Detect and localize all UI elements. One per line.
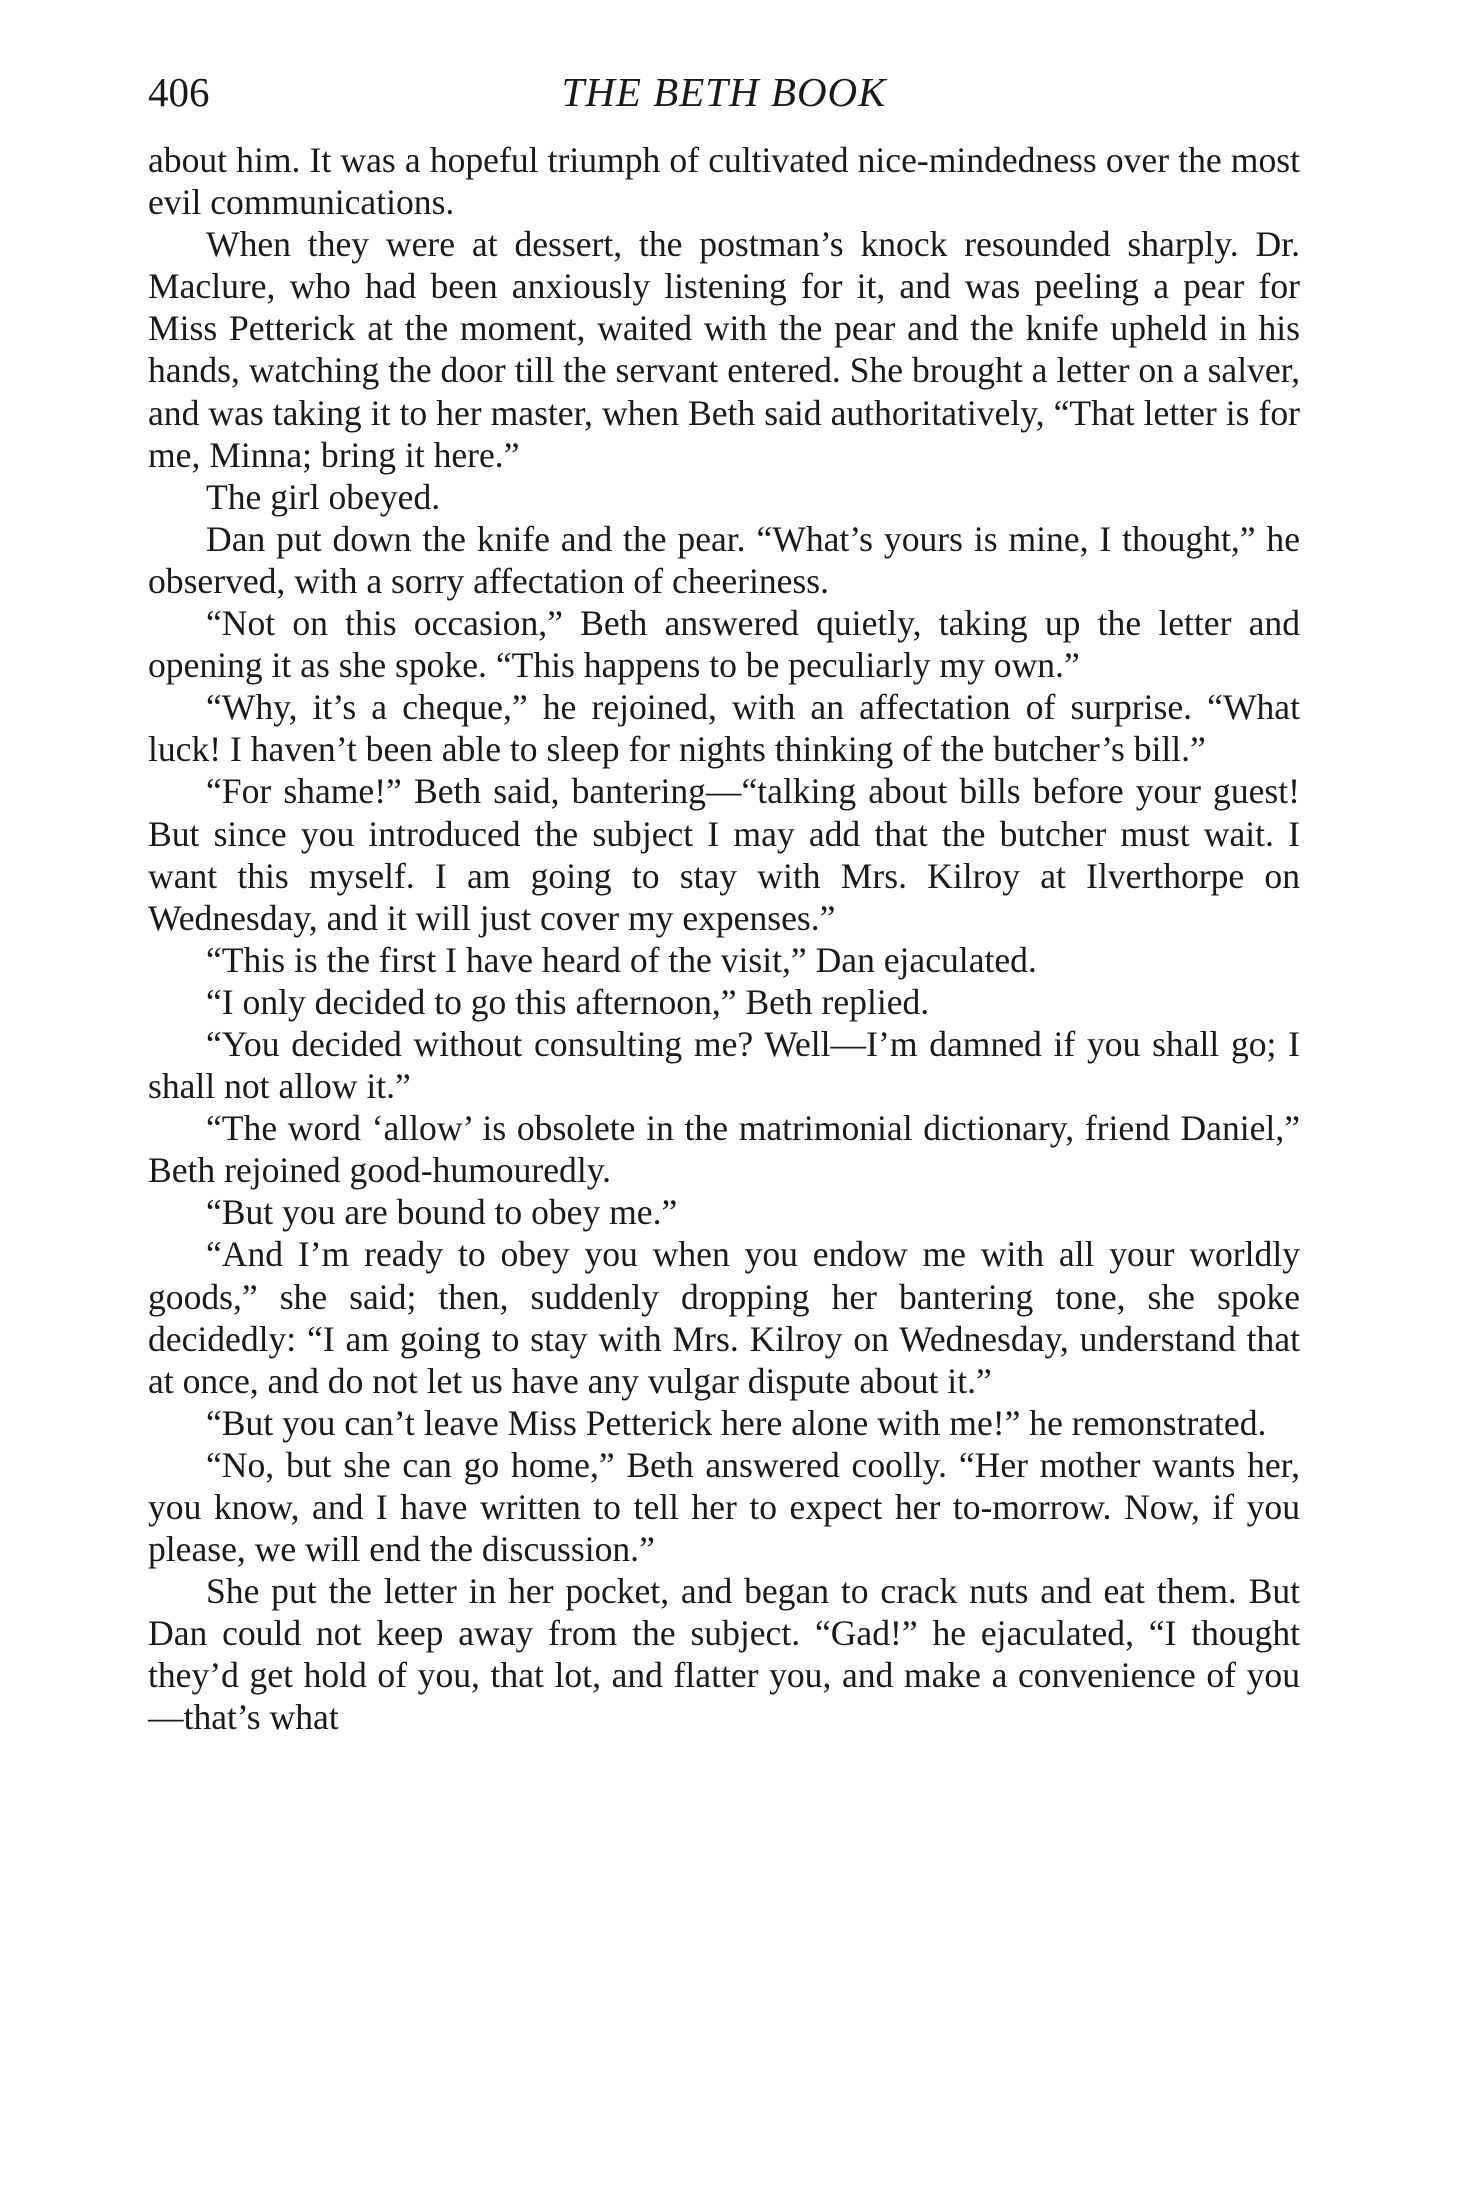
paragraph: Dan put down the knife and the pear. “What’s yours is mine, I thought,” he observed, with a sorry affectation of cheeriness. (148, 518, 1300, 601)
paragraph: “Not on this occasion,” Beth answered quietly, taking up the letter and opening it as she spoke. “This happens to be peculiarly my own.” (148, 603, 1300, 686)
paragraph: “I only decided to go this afternoon,” Beth replied. (206, 981, 930, 1022)
paragraph: “And I’m ready to obey you when you endow me with all your worldly goods,” she said; then, suddenly dropping her bantering tone, she spoke decidedly: “I am going to stay with Mrs. Kilroy on Wednesday, understand that at once, and do not let us have any vulgar dispute about it.” (148, 1234, 1300, 1401)
paragraph-continued: about him. It was a hopeful triumph of cultivated nice-mindedness over the most evil communications. (148, 140, 1300, 223)
paragraph: The girl obeyed. (206, 476, 441, 517)
paragraph: “But you are bound to obey me.” (206, 1192, 678, 1233)
page-number: 406 (148, 69, 210, 115)
paragraph: “But you can’t leave Miss Petterick here alone with me!” he remonstrated. (206, 1402, 1267, 1443)
paragraph: “For shame!” Beth said, bantering—“talking about bills before your guest! But since you introduced the subject I may add that the butcher must wait. I want this myself. I am going to stay with Mrs. Kilroy at Ilverthorpe on Wednesday, and it will just cover my expenses.” (148, 771, 1300, 938)
paragraph: When they were at dessert, the postman’s knock resounded sharply. Dr. Maclure, who had been anxiously listening for it, and was peeling a pear for Miss Petterick at the moment, waited with the pear and the knife upheld in his hands, watching the door till the servant entered. She brought a letter on a salver, and was taking it to her master, when Beth said authoritatively, “That letter is for me, Minna; bring it here.” (148, 224, 1300, 475)
paragraph: “The word ‘allow’ is obsolete in the matrimonial dictionary, friend Daniel,” Beth rejoined good-humouredly. (148, 1108, 1300, 1191)
paragraph: She put the letter in her pocket, and began to crack nuts and eat them. But Dan could not keep away from the subject. “Gad!” he ejaculated, “I thought they’d get hold of you, that lot, and flatter you, and make a convenience of you—that’s what (148, 1571, 1300, 1738)
page-header (148, 62, 1300, 122)
running-title: THE BETH BOOK (561, 69, 887, 115)
paragraph: “You decided without consulting me? Well—I’m damned if you shall go; I shall not allow it.” (148, 1023, 1300, 1107)
body-text (148, 139, 1300, 1739)
paragraph: “Why, it’s a cheque,” he rejoined, with an affectation of surprise. “What luck! I haven’t been able to sleep for nights thinking of the butcher’s bill.” (148, 687, 1300, 770)
paragraph: “No, but she can go home,” Beth answered coolly. “Her mother wants her, you know, and I have written to tell her to expect her to-morrow. Now, if you please, we will end the discussion.” (148, 1444, 1300, 1570)
paragraph: “This is the first I have heard of the visit,” Dan ejaculated. (206, 939, 1037, 980)
